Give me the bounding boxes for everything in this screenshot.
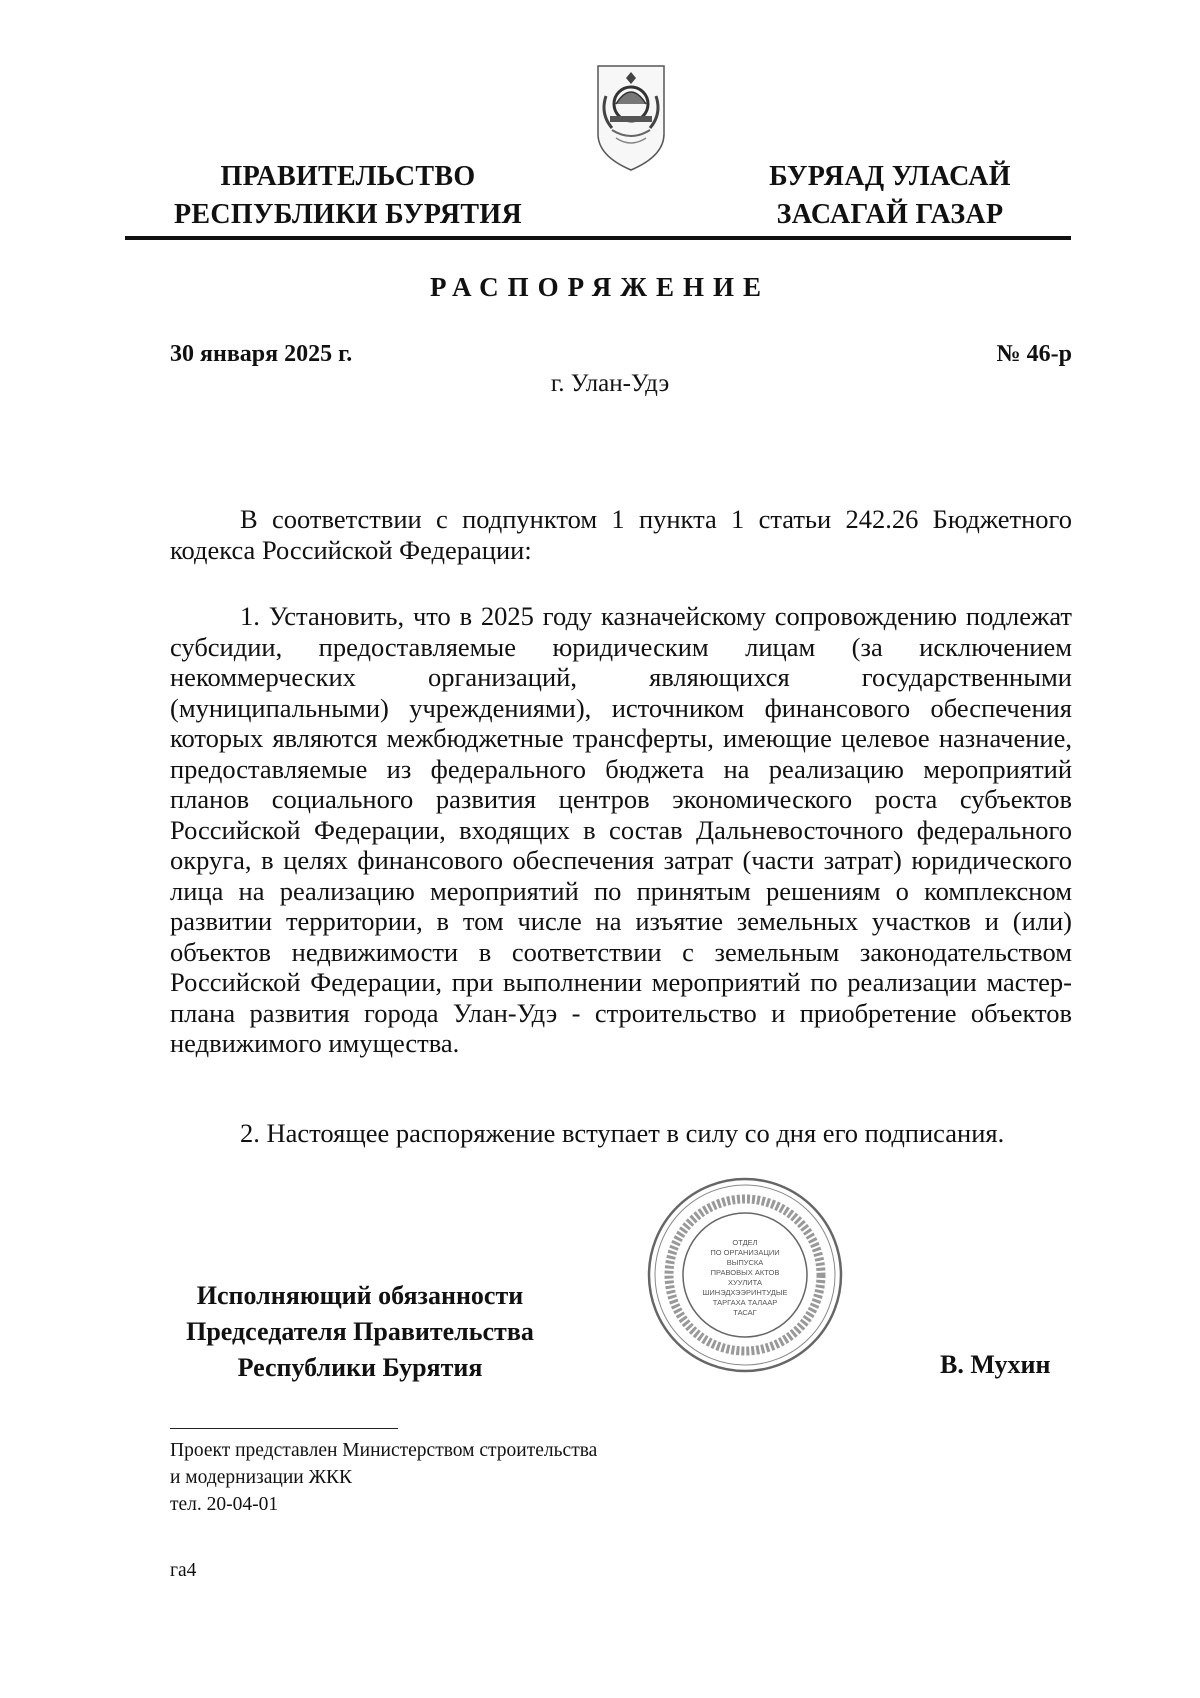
document-type: РАСПОРЯЖЕНИЕ (429, 272, 771, 302)
item-2-paragraph: 2. Настоящее распоряжение вступает в силу со дня его подписания. (240, 1118, 1005, 1148)
footnote-line2: и модернизации ЖКК (170, 1467, 353, 1488)
seal-line-8: ТАСАГ (733, 1308, 757, 1317)
header-left-line2: РЕСПУБЛИКИ БУРЯТИЯ (174, 199, 522, 230)
header-right-line1: БУРЯАД УЛАСАЙ (769, 161, 1011, 192)
coat-of-arms-icon (592, 56, 670, 174)
seal-line-1: ОТДЕЛ (732, 1238, 758, 1247)
footnote-line1: Проект представлен Министерством строительства (170, 1440, 598, 1461)
seal-line-7: ТАРГАХА ТАЛААР (712, 1298, 778, 1307)
header-left-line1: ПРАВИТЕЛЬСТВО (220, 161, 476, 192)
seal-line-2: ПО ОРГАНИЗАЦИИ (710, 1248, 780, 1257)
seal-line-4: ПРАВОВЫХ АКТОВ (710, 1268, 780, 1277)
intro-paragraph: В соответствии с подпунктом 1 пункта 1 статьи 242.26 Бюджетного кодекса Российской Федерации: (170, 504, 1072, 565)
seal-line-5: ХУУЛИТА (728, 1278, 762, 1287)
document-date: 30 января 2025 г. (170, 341, 353, 367)
signatory-title (150, 1278, 570, 1386)
item-1-paragraph: 1. Установить, что в 2025 году казначейскому сопровождению подлежат субсидии, предоставляемые юридическим лицам (за исключением некоммерческих организаций, являющихся государственными (муниципальными) учреждениями), источником финансового обеспечения которых являются межбюджетные трансферты, имеющие целевое назначение, предоставляемые из федерального бюджета на реализацию мероприятий планов социального развития центров экономического роста субъектов Российской Федерации, входящих в состав Дальневосточного федерального округа, в целях финансового обеспечения затрат (части затрат) юридического лица на реализацию мероприятий по принятым решениям о комплексном развитии территории, в том числе на изъятие земельных участков и (или) объектов недвижимости в соответствии с земельным законодательством Российской Федерации, при выполнении мероприятий по реализации мастер-плана развития города Улан-Удэ - строительство и приобретение объектов недвижимого имущества. (170, 601, 1072, 1058)
document-city: г. Улан-Удэ (550, 370, 670, 397)
header-right-line2: ЗАСАГАЙ ГАЗАР (776, 199, 1004, 230)
document-code: га4 (170, 1560, 197, 1581)
header-divider (125, 236, 1071, 240)
signatory-title-line1: Исполняющий обязанности (196, 1281, 524, 1310)
header-right (740, 158, 1040, 234)
seal-line-3: ВЫПУСКА (726, 1258, 764, 1267)
footnote-divider (170, 1428, 398, 1429)
signatory-title-line2: Председателя Правительства (186, 1317, 534, 1346)
header-left (150, 158, 546, 234)
signatory-title-line3: Республики Бурятия (237, 1353, 483, 1382)
signatory-name: В. Мухин (940, 1350, 1051, 1379)
document-number: № 46-р (996, 341, 1072, 367)
seal-line-6: ШИНЭДХЭЭРИНТУДЫЕ (702, 1288, 788, 1297)
footnote-line3: тел. 20-04-01 (170, 1494, 279, 1515)
footnote (170, 1437, 770, 1518)
official-seal (645, 1175, 845, 1375)
